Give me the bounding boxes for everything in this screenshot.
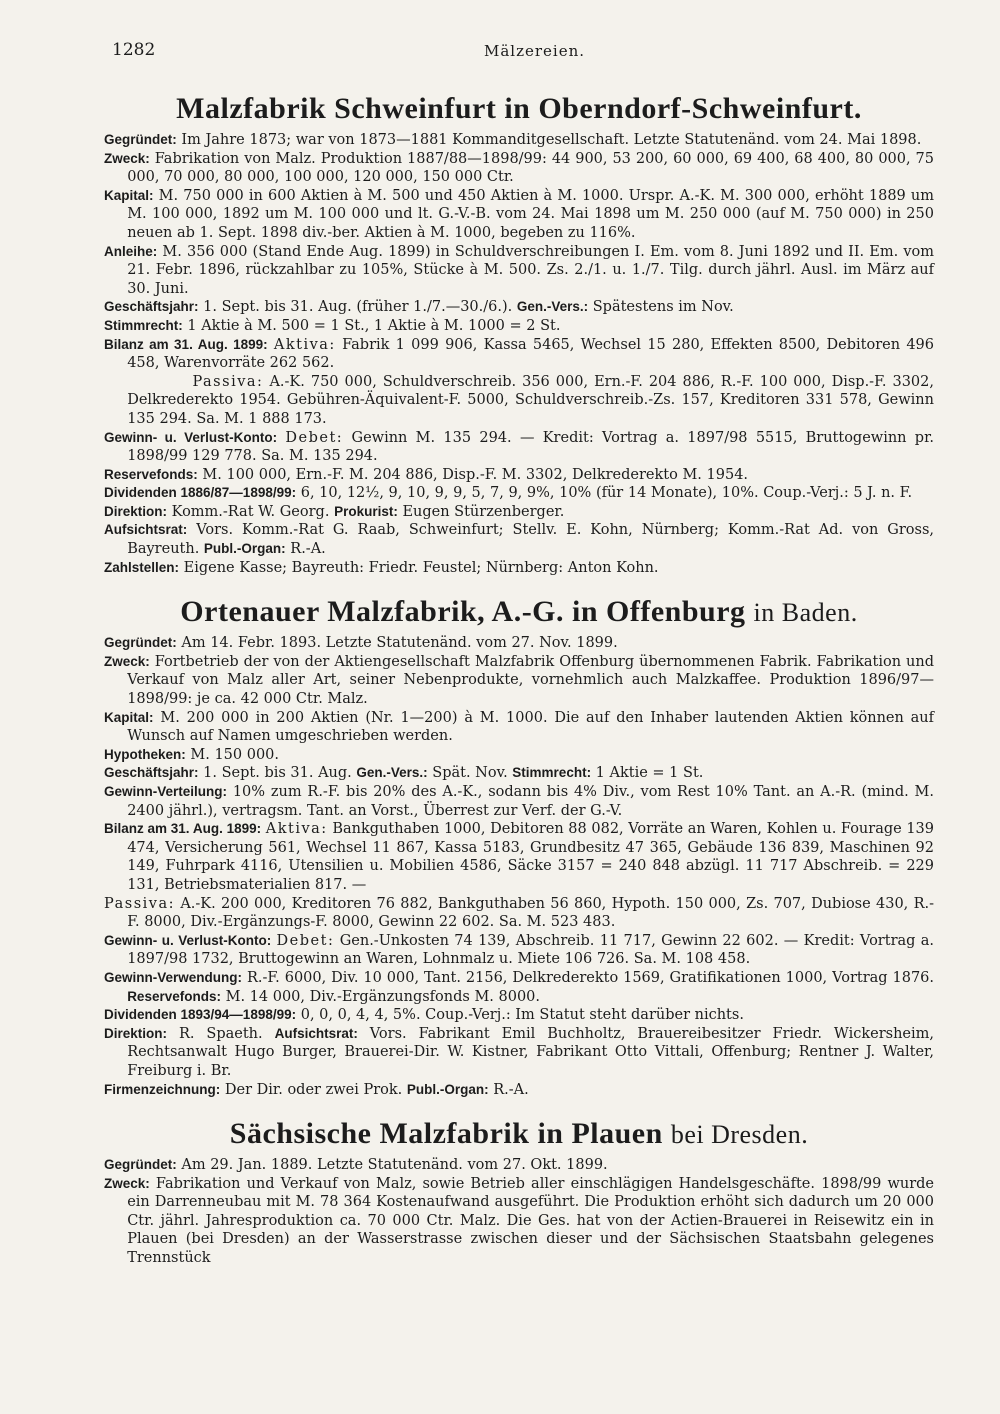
entry-text: R. Spaeth. — [178, 1025, 263, 1042]
section-title-text: Malzfabrik Schweinfurt in Oberndorf-Schweinfurt. — [176, 92, 862, 125]
section-title — [104, 92, 934, 125]
page-number: 1282 — [112, 40, 156, 60]
entry-label: Stimmrecht: — [512, 765, 592, 781]
entry-text: Fabrikation von Malz. Produktion 1887/88—1898/99: 44 900, 53 200, 60 000, 69 400, 68 400, 80 000, 75 000, 70 000, 80 000, 100 000, 120 000, 150 000 Ctr. — [127, 150, 934, 186]
content — [104, 92, 934, 1268]
section-title-text: Ortenauer Malzfabrik, A.-G. in Offenburg — [180, 595, 746, 629]
entry-text: 1 Aktie = 1 St. — [595, 765, 704, 782]
entry-text: Fortbetrieb der von der Aktiengesellschaft Malzfabrik Offenburg übernommenen Fabrik. Fabrikation und Verkauf von Malz aller Art, seiner Nebenprodukte, vornehmlich auch Malzkaffee. Produktion 1896/97—1898/99: je ca. 42 000 Ctr. Malz. — [127, 653, 934, 708]
entry-text: Am 14. Febr. 1893. Letzte Statutenänd. vom 27. Nov. 1899. — [181, 635, 618, 652]
entry — [104, 298, 934, 317]
entry — [104, 1025, 934, 1081]
entry — [104, 1081, 934, 1100]
entry — [104, 783, 934, 820]
entry — [104, 150, 934, 187]
running-head — [104, 40, 934, 74]
entry-label: Publ.-Organ: — [203, 541, 286, 557]
entry-text: Fabrikation und Verkauf von Malz, sowie Betrieb aller einschlägigen Handelsgeschäfte. 1898/99 wurde ein Darrenneubau mit M. 78 364 Kostenaufwand ausgeführt. Die Produktion erhöht sich dadurch um 20 000 Ctr. jährl. Jahresproduktion ca. 70 000 Ctr. Malz. Die Ges. hat von der Actien-Brauerei in Reisewitz ein in Plauen (bei Dresden) an der Wasserstrasse zwischen dieser und der Sächsischen Staatsbahn gelegenes Trennstück — [127, 1175, 935, 1267]
entry-label: Zweck: — [104, 1175, 150, 1191]
entry-label: Hypotheken: — [104, 746, 186, 762]
entry-text: R.-A. — [290, 541, 326, 558]
entry — [104, 969, 934, 1006]
entry-label: Gewinn-Verwendung: — [104, 969, 243, 985]
entry-subhead: Debet: — [285, 429, 344, 446]
entry-label: Aufsichtsrat: — [104, 522, 188, 538]
entry-label: Gegründet: — [104, 1157, 177, 1173]
entry-label: Gewinn- u. Verlust-Konto: — [104, 429, 278, 445]
entry-text: 1. Sept. bis 31. Aug. — [203, 765, 352, 782]
entry-label: Gewinn-Verteilung: — [104, 784, 228, 799]
entry-text: Komm.-Rat W. Georg. — [171, 503, 330, 520]
entry-text: 6, 10, 12½, 9, 10, 9, 9, 5, 7, 9, 9%, 10% (für 14 Monate), 10%. Coup.-Verj.: 5 J. n. F. — [300, 485, 913, 502]
entry-subhead: Passiva: — [192, 373, 264, 390]
entry-text: M. 150 000. — [190, 746, 280, 763]
entry-subhead: Aktiva: — [273, 336, 336, 353]
section-title-suffix: in Baden. — [753, 598, 858, 628]
entry-label: Zweck: — [104, 150, 150, 166]
entry-text: M. 14 000, Div.-Ergänzungsfonds M. 8000. — [225, 988, 541, 1005]
entry — [104, 634, 934, 653]
entry — [104, 503, 934, 522]
entry-text: M. 356 000 (Stand Ende Aug. 1899) in Schuldverschreibungen I. Em. vom 8. Juni 1892 und II. Em. vom 21. Febr. 1896, rückzahlbar zu 105%, Stücke à M. 500. Zs. 2./1. u. 1./7. Tilg. durch jährl. Ausl. im März auf 30. Juni. — [127, 243, 935, 297]
entry-text: R.-A. — [493, 1081, 529, 1098]
section-title-text: Sächsische Malzfabrik in Plauen — [229, 1117, 663, 1151]
section-title — [104, 595, 934, 628]
entry-text: A.-K. 750 000, Schuldverschreib. 356 000, Ern.-F. 204 886, R.-F. 100 000, Disp.-F. 3302, Delkrederekto 1954. Gebühren-Äquivalent-F. 5000, Schuldverschreib.-Zs. 157, Kreditoren 331 578, Gewinn 135 294. Sa. M. 1 888 173. — [127, 373, 934, 427]
entry-label: Gegründet: — [104, 132, 177, 147]
running-title: Mälzereien. — [484, 42, 586, 60]
entry-label: Dividenden 1893/94—1898/99: — [104, 1007, 297, 1023]
entry-label: Reservefonds: — [104, 466, 198, 482]
entry-text: Am 29. Jan. 1889. Letzte Statutenänd. vom 27. Okt. 1899. — [181, 1157, 608, 1174]
entry-text: Der Dir. oder zwei Prok. — [224, 1081, 403, 1098]
entry — [104, 187, 934, 243]
entry-label: Direktion: — [104, 503, 168, 519]
entry-label: Anleihe: — [104, 243, 158, 259]
entry-text: A.-K. 200 000, Kreditoren 76 882, Bankguthaben 56 860, Hypoth. 150 000, Zs. 707, Dubiose 430, R.-F. 8000, Div.-Ergänzungs-F. 8000, Gewinn 22 602. Sa. M. 523 483. — [127, 895, 935, 931]
entry-text: Bankguthaben 1000, Debitoren 88 082, Vorräte an Waren, Kohlen u. Fourage 139 474, Versicherung 561, Wechsel 11 867, Kassa 5183, Grundbesitz 47 365, Gebäude 136 839, Maschinen 92 149, Fuhrpark 4116, Utensilien u. Mobilien 4586, Säcke 3157 = 240 848 abzügl. 11 717 Abschreib. = 229 131, Betriebsmaterialien 817. — — [127, 821, 935, 893]
entry-text: R.-F. 6000, Div. 10 000, Tant. 2156, Delkrederekto 1569, Gratifikationen 1000, Vortrag 1876. — [246, 969, 935, 986]
entry — [104, 317, 934, 336]
entry-text: Fabrik 1 099 906, Kassa 5465, Wechsel 15 280, Effekten 8500, Debitoren 496 458, Warenvorräte 262 562. — [127, 336, 935, 372]
entry-text: Gewinn M. 135 294. — Kredit: Vortrag a. 1897/98 5515, Bruttogewinn pr. 1898/99 129 778. Sa. M. 135 294. — [127, 429, 935, 465]
entry — [104, 820, 934, 894]
entry-label: Gegründet: — [104, 635, 177, 651]
section-title-suffix: bei Dresden. — [670, 1120, 809, 1150]
entry-label: Prokurist: — [334, 503, 398, 519]
entry-text: M. 100 000, Ern.-F. M. 204 886, Disp.-F. M. 3302, Delkrederekto M. 1954. — [202, 466, 749, 483]
entry-text: Im Jahre 1873; war von 1873—1881 Kommanditgesellschaft. Letzte Statutenänd. vom 24. Mai 1898. — [181, 132, 922, 148]
entry-label: Reservefonds: — [127, 988, 221, 1004]
entry — [104, 932, 934, 969]
entry-subhead: Debet: — [276, 932, 335, 949]
entry — [104, 131, 934, 150]
entry — [104, 653, 934, 709]
entry-label: Publ.-Organ: — [406, 1081, 489, 1097]
entry — [104, 559, 934, 578]
entry-text: 1. Sept. bis 31. Aug. (früher 1./7.—30./6.). — [203, 299, 513, 316]
entry-subhead: Aktiva: — [265, 821, 328, 838]
entry-label: Geschäftsjahr: — [104, 765, 199, 781]
entry — [104, 521, 934, 558]
entry-text: 1 Aktie à M. 500 = 1 St., 1 Aktie à M. 1000 = 2 St. — [187, 317, 561, 334]
entry — [104, 373, 934, 429]
entry — [104, 1175, 934, 1268]
entry — [104, 709, 934, 746]
entry-subhead: Passiva: — [104, 895, 175, 912]
entry-label: Kapital: — [104, 187, 154, 203]
entry-label: Gewinn- u. Verlust-Konto: — [104, 932, 272, 948]
entry-label: Gen.-Vers.: — [516, 299, 589, 315]
page — [104, 40, 934, 1268]
entry — [104, 243, 934, 299]
entry — [104, 764, 934, 783]
entry-label: Zahlstellen: — [104, 559, 180, 575]
entry-text: 10% zum R.-F. bis 20% des A.-K., sodann bis 4% Div., vom Rest 10% Tant. an A.-R. (mind. M. 2400 jährl.), vertragsm. Tant. an Vorst., Überrest zur Verf. der G.-V. — [127, 784, 935, 819]
entry-text: Eugen Stürzenberger. — [402, 503, 565, 520]
entry — [104, 336, 934, 373]
entry-label: Gen.-Vers.: — [356, 765, 428, 781]
entry-label: Zweck: — [104, 653, 150, 669]
entry — [104, 895, 934, 932]
entry-text: 0, 0, 0, 4, 4, 5%. Coup.-Verj.: Im Statut steht darüber nichts. — [300, 1007, 744, 1024]
entry-label: Aufsichtsrat: — [274, 1025, 358, 1041]
entry-label: Kapital: — [104, 709, 154, 725]
entry — [104, 1156, 934, 1175]
entry — [104, 484, 934, 503]
entry-label: Geschäftsjahr: — [104, 299, 199, 315]
entry-label: Bilanz am 31. Aug. 1899: — [104, 821, 262, 837]
entry-label: Direktion: — [104, 1025, 168, 1041]
entry-text: Spätestens im Nov. — [592, 299, 734, 316]
entry-label: Dividenden 1886/87—1898/99: — [104, 485, 297, 501]
entry — [104, 466, 934, 485]
entry-text: Spät. Nov. — [432, 765, 508, 782]
entry-label: Firmenzeichnung: — [104, 1081, 221, 1097]
entry-text: Gen.-Unkosten 74 139, Abschreib. 11 717, Gewinn 22 602. — Kredit: Vortrag a. 1897/98 1732, Bruttogewinn an Waren, Lohnmalz u. Miete 106 726. Sa. M. 108 458. — [127, 932, 935, 968]
section-title — [104, 1117, 934, 1150]
entry-label: Stimmrecht: — [104, 317, 183, 333]
entry — [104, 1006, 934, 1025]
entry-text: M. 200 000 in 200 Aktien (Nr. 1—200) à M. 1000. Die auf den Inhaber lautenden Aktien können auf Wunsch auf Namen umgeschrieben werden. — [127, 709, 935, 745]
entry-label: Bilanz am 31. Aug. 1899: — [104, 336, 268, 352]
entry-text: Vors. Fabrikant Emil Buchholtz, Brauereibesitzer Friedr. Wickersheim, Rechtsanwalt Hugo Burger, Brauerei-Dir. W. Kistner, Fabrikant Otto Vittali, Offenburg; Rentner J. Walter, Freiburg i. Br. — [127, 1025, 934, 1079]
entry-text: Vors. Komm.-Rat G. Raab, Schweinfurt; Stellv. E. Kohn, Nürnberg; Komm.-Rat Ad. von Gross, Bayreuth. — [127, 522, 935, 558]
entry — [104, 429, 934, 466]
entry-text: Eigene Kasse; Bayreuth: Friedr. Feustel; Nürnberg: Anton Kohn. — [183, 559, 659, 576]
entry-text: M. 750 000 in 600 Aktien à M. 500 und 450 Aktien à M. 1000. Urspr. A.-K. M. 300 000, erhöht 1889 um M. 100 000, 1892 um M. 100 000 und lt. G.-V.-B. vom 24. Mai 1898 um M. 250 000 (auf M. 750 000) in 250 neuen ab 1. Sept. 1898 div.-ber. Aktien à M. 1000, begeben zu 116%. — [127, 187, 934, 241]
entry — [104, 746, 934, 765]
